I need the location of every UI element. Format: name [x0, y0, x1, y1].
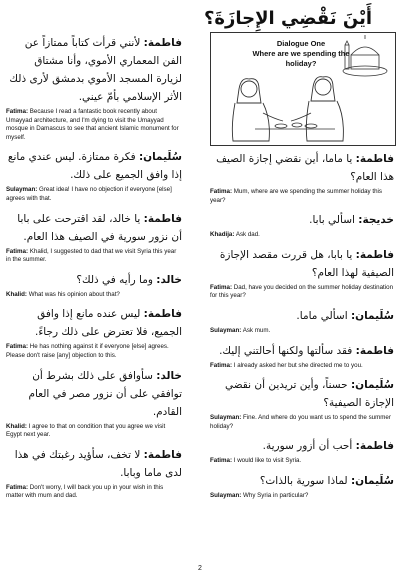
english-speaker: Fatima: — [210, 457, 233, 465]
english-line — [210, 414, 394, 431]
english-line — [6, 423, 182, 440]
english-line — [6, 291, 182, 300]
page-title: أَيْنَ نَقْضِي الإِجازَةَ؟ — [203, 8, 372, 29]
dialogue-illustration — [210, 32, 396, 146]
english-text: Great idea! I have no objection if everyone [else] agrees with that. — [6, 186, 172, 202]
arabic-text: حسناً، وأين تريدين أن نقضي الإجازة الصيفية؟ — [224, 379, 394, 410]
english-line — [210, 188, 394, 205]
english-speaker: Fatima: — [210, 188, 233, 195]
english-line — [6, 186, 182, 203]
arabic-line — [6, 305, 182, 341]
dialogue-entry — [6, 305, 182, 360]
arabic-line — [6, 367, 182, 421]
arabic-line — [210, 150, 394, 186]
dialogue-entry — [210, 472, 394, 501]
arabic-text: لا تخف، سأؤيد رغبتك في هذا لدى ماما وبابا. — [14, 448, 182, 479]
dialogue-entry — [210, 211, 394, 240]
arabic-text: فقد سألتها ولكنها أحالتني إليك. — [219, 344, 353, 357]
arabic-speaker: فاطمة: — [143, 37, 182, 49]
arabic-line — [6, 148, 182, 184]
arabic-speaker: فاطمة: — [355, 440, 394, 453]
dialogue-entry — [210, 376, 394, 431]
arabic-line — [210, 472, 394, 490]
dialogue-title: Where are we spending the holiday? — [252, 49, 350, 68]
arabic-speaker: خالد: — [156, 273, 182, 286]
arabic-text: اسألي ماما. — [296, 309, 348, 322]
english-speaker: Sulayman: — [6, 186, 38, 194]
arabic-text: سأوافق على ذلك بشرط أن توافقي على أن نزور مصر في العام القادم. — [28, 369, 182, 418]
english-text: I would like to visit Syria. — [233, 457, 302, 465]
dialogue-entry — [6, 367, 182, 440]
english-speaker: Fatima: — [210, 361, 233, 369]
dialogue-entry — [210, 246, 394, 301]
arabic-text: اسألي بابا. — [309, 214, 355, 227]
arabic-line — [210, 307, 394, 325]
english-text: Fine. And where do you want us to spend the summer holiday? — [210, 414, 391, 430]
arabic-speaker: فاطمة: — [143, 448, 182, 461]
english-speaker: Khalid: — [6, 422, 27, 430]
english-speaker: Fatima: — [6, 343, 29, 351]
english-text: Because I read a fantastic book recently about Umayyad architecture, and I'm dying to visit the Umayyad mosque in Damascus to see that ancient Islamic monument for myself. — [6, 108, 179, 141]
dialogue-entry — [210, 437, 394, 466]
english-speaker: Sulayman: — [210, 414, 242, 422]
dialogue-number: Dialogue One — [276, 39, 326, 48]
dialogue-entry — [210, 342, 394, 371]
left-column — [6, 34, 182, 507]
english-speaker: Fatima: — [6, 247, 29, 255]
arabic-text: يا بابا، هل قررت مقصد الإجازة الصيفية لهذا العام؟ — [219, 248, 394, 279]
page-number: 2 — [198, 565, 202, 572]
english-text: Dad, have you decided on the summer holiday destination for this year? — [210, 283, 394, 300]
dialogue-entry — [6, 148, 182, 203]
right-column — [210, 150, 394, 507]
arabic-speaker: فاطمة: — [355, 248, 394, 261]
english-line — [210, 231, 394, 240]
english-text: Why Syria in particular? — [243, 491, 309, 499]
english-line — [6, 343, 182, 360]
arabic-speaker: سُلَيمان: — [350, 309, 394, 322]
arabic-text: لأنني قرأت كتاباً ممتازاً عن الفن المعماري الأموي، وأنا مشتاق لزيارة المسجد الأموي بدمشق لأرى ذلك الأثر الإسلامي بأمّ عيني. — [9, 37, 182, 103]
english-speaker: Khadija: — [210, 231, 235, 239]
english-line — [6, 484, 182, 501]
arabic-speaker: فاطمة: — [355, 153, 394, 165]
english-line — [210, 284, 394, 301]
arabic-line — [6, 210, 182, 246]
english-speaker: Fatima: — [6, 108, 29, 115]
arabic-speaker: فاطمة: — [143, 308, 182, 321]
english-line — [210, 492, 394, 501]
english-text: Ask mum. — [242, 326, 271, 334]
english-speaker: Sulayman: — [210, 491, 242, 499]
arabic-line — [6, 446, 182, 482]
english-speaker: Fatima: — [210, 283, 233, 291]
english-line — [210, 327, 394, 336]
arabic-line — [210, 246, 394, 282]
english-speaker: Fatima: — [6, 483, 29, 491]
arabic-speaker: سُلَيمان: — [350, 474, 394, 487]
arabic-line — [6, 34, 182, 106]
arabic-text: فكرة ممتازة. ليس عندي مانع إذا وافق الجميع على ذلك. — [7, 151, 182, 182]
dialogue-entry — [6, 34, 182, 142]
arabic-line — [210, 437, 394, 455]
english-text: I agree to that on condition that you agree we visit Egypt next year. — [6, 422, 166, 439]
english-text: He has nothing against it if everyone [else] agrees. Please don't raise [any] objection to this. — [6, 343, 169, 359]
arabic-speaker: فاطمة: — [143, 212, 182, 225]
english-text: Khalid, I suggested to dad that we visit Syria this year in the summer. — [6, 247, 177, 264]
dialogue-entry — [6, 271, 182, 300]
arabic-speaker: سُلَيمان: — [138, 151, 182, 164]
english-line — [6, 248, 182, 265]
arabic-text: أحب أن أزور سورية. — [262, 440, 353, 453]
illustration-caption — [241, 39, 361, 69]
arabic-line — [210, 342, 394, 360]
arabic-text: ليس عنده مانع إذا وافق الجميع، فلا تعترض على ذلك رجاءً. — [35, 308, 182, 339]
english-speaker: Sulayman: — [210, 326, 242, 334]
arabic-text: لماذا سورية بالذات؟ — [259, 474, 348, 487]
english-text: Mum, where are we spending the summer holiday this year? — [210, 188, 382, 204]
english-line — [210, 457, 394, 466]
english-text: I already asked her but she directed me to you. — [233, 361, 363, 369]
english-text: Don't worry, I will back you up in your wish in this matter with mum and dad. — [6, 483, 164, 500]
dialogue-entry — [6, 210, 182, 265]
dialogue-entry — [210, 307, 394, 336]
dialogue-entry — [210, 150, 394, 205]
english-text: What was his opinion about that? — [28, 290, 120, 298]
english-line — [6, 108, 182, 142]
arabic-text: يا خالد، لقد اقترحت على بابا أن نزور سورية في الصيف هذا العام. — [17, 212, 182, 243]
arabic-speaker: خديجة: — [358, 214, 394, 227]
arabic-speaker: فاطمة: — [355, 344, 394, 357]
arabic-line — [6, 271, 182, 289]
dialogue-entry — [6, 446, 182, 501]
arabic-line — [210, 376, 394, 412]
arabic-speaker: خالد: — [156, 369, 182, 382]
arabic-line — [210, 211, 394, 229]
english-line — [210, 362, 394, 371]
english-speaker: Khalid: — [6, 290, 27, 298]
arabic-text: يا ماما، أين نقضي إجازة الصيف هذا العام؟ — [216, 153, 394, 183]
arabic-text: وما رأيه في ذلك؟ — [76, 273, 153, 286]
english-text: Ask dad. — [235, 231, 260, 239]
arabic-speaker: سُلَيمان: — [350, 379, 394, 392]
